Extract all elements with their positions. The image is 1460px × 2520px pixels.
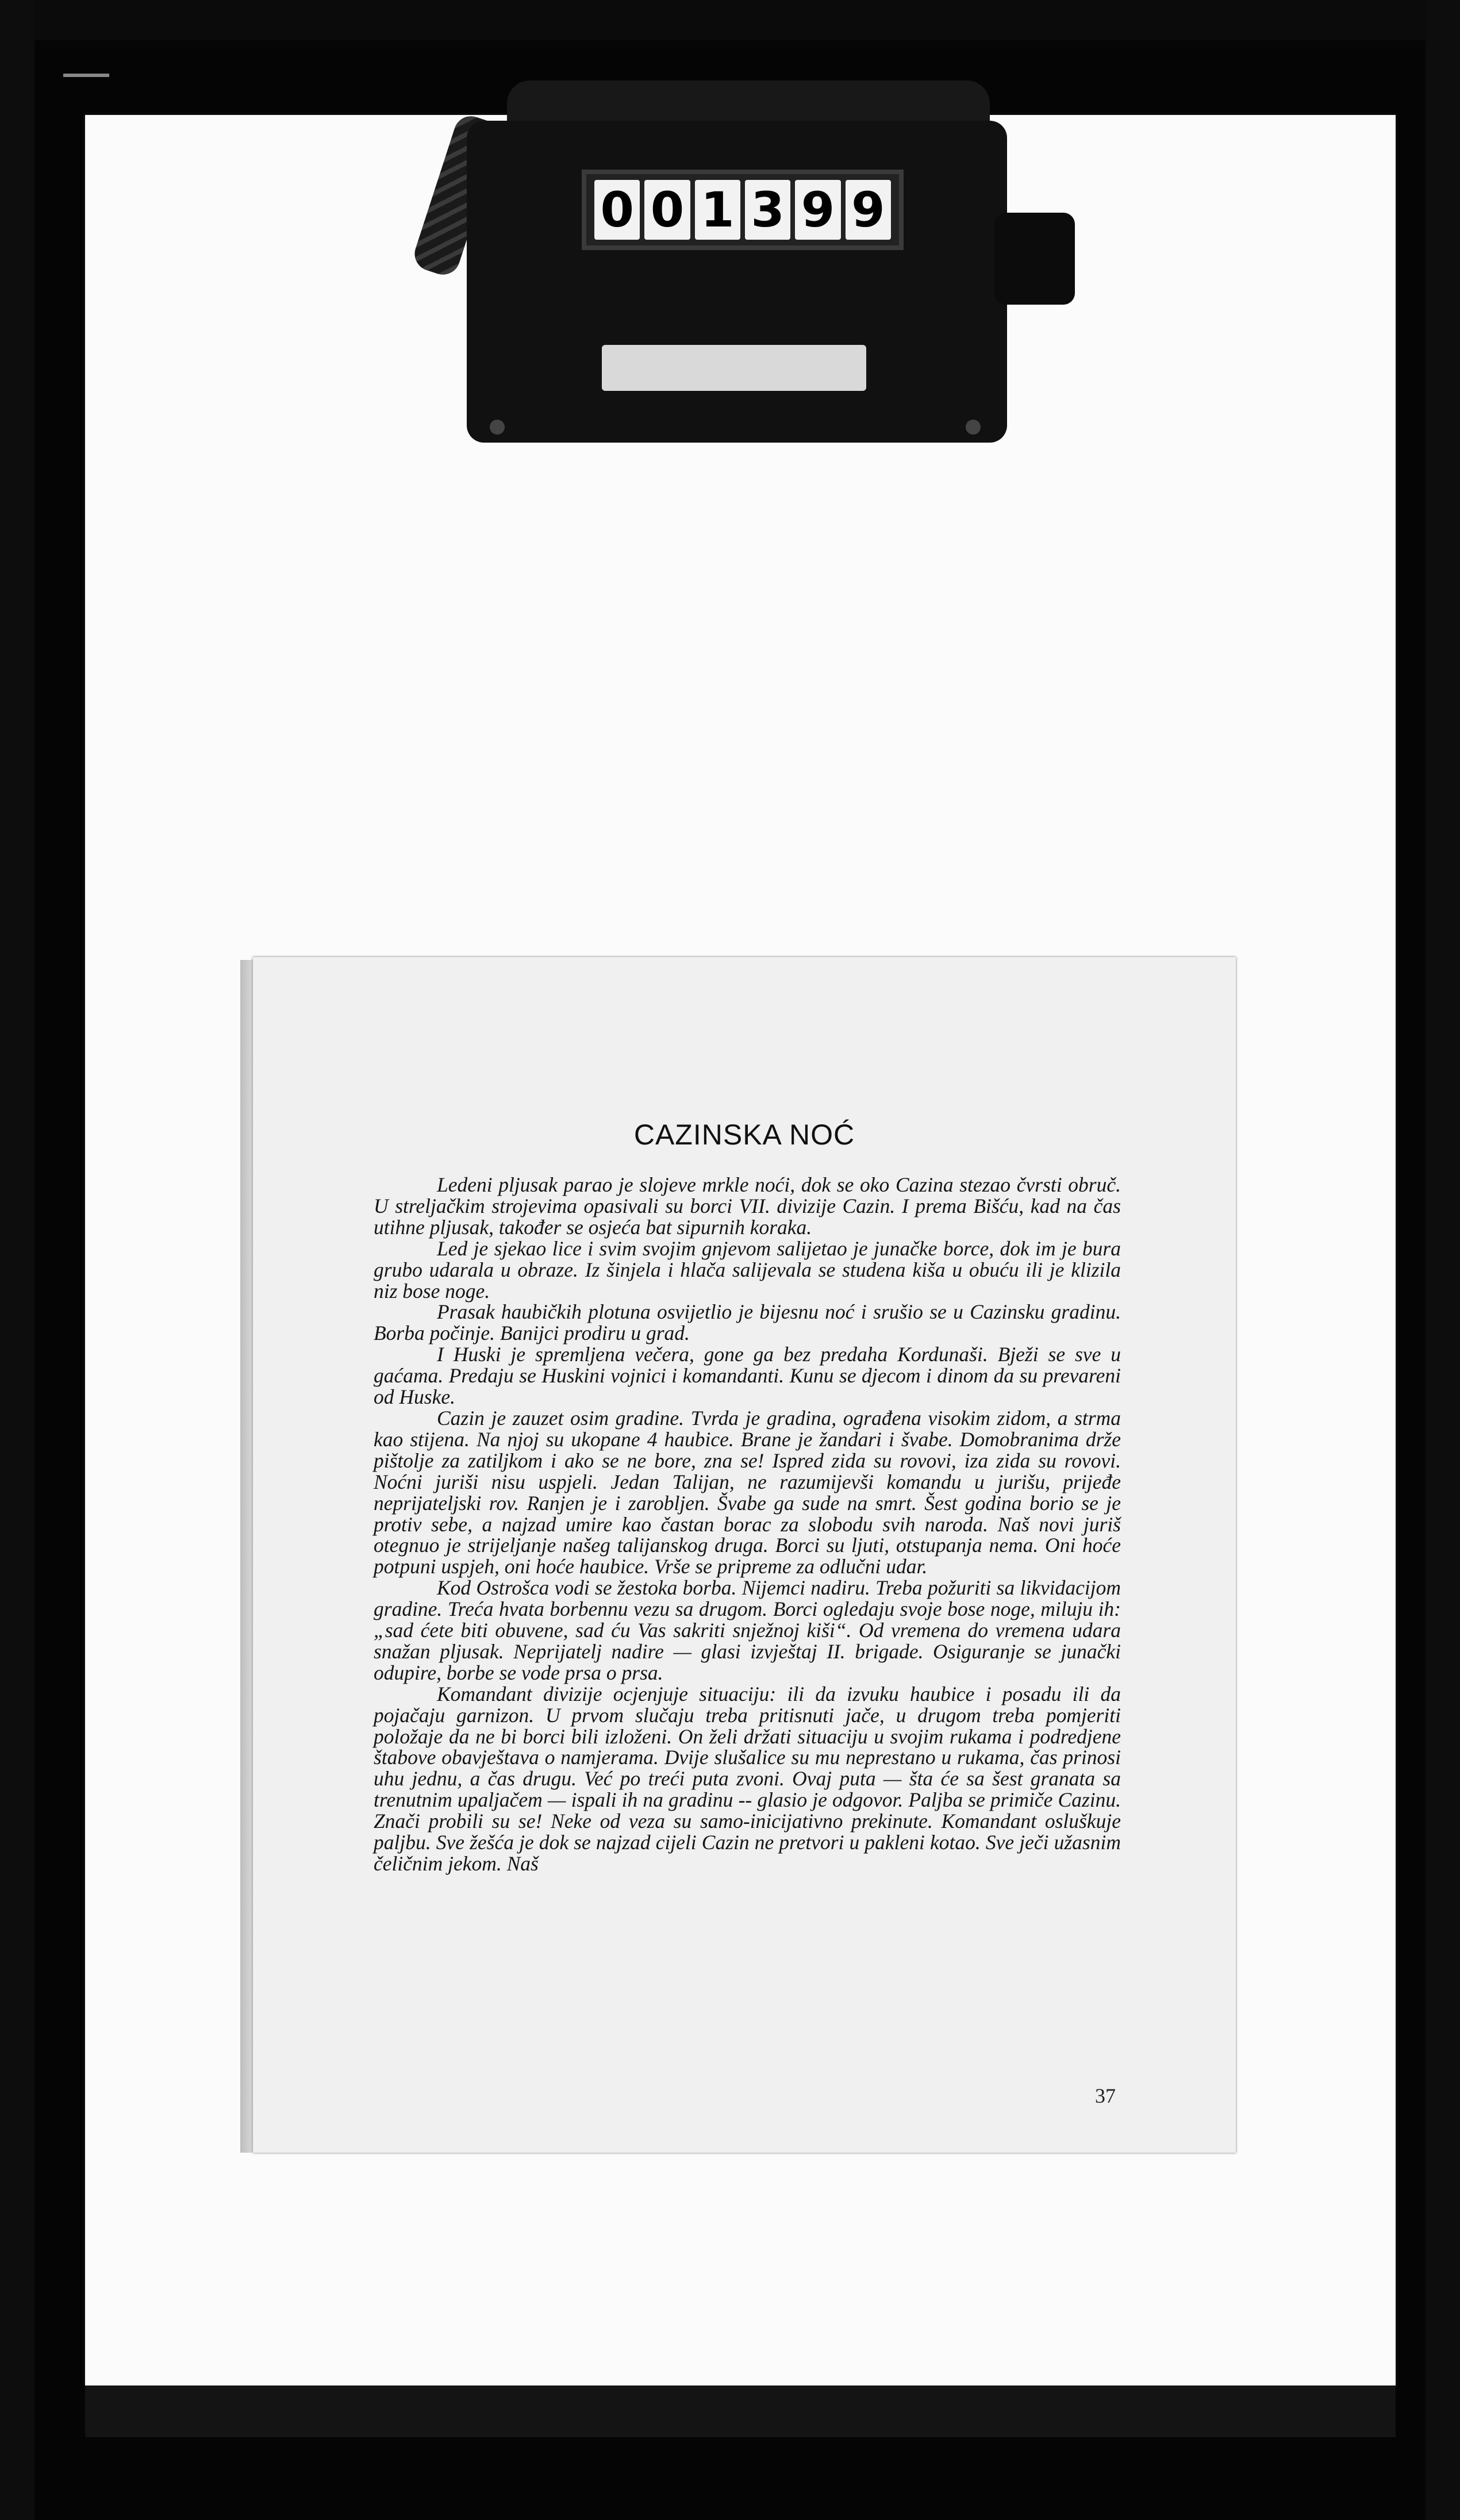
counter-digit: 0: [644, 180, 690, 240]
film-edge-left: [0, 0, 34, 2520]
counter-body: [467, 121, 1007, 443]
paragraph: Ledeni pljusak parao je slojeve mrkle noći, dok se oko Cazina stezao čvrsti obruč. U streljačkim strojevima opasivali su borci VII. divizije Cazin. I prema Bišću, kad na čas utihne pljusak, također se osjeća bat sipurnih koraka.: [374, 1173, 1121, 1239]
mount-bottom-strip: [85, 2385, 1396, 2437]
document-page: [253, 957, 1236, 2153]
paragraph: Prasak haubičkih plotuna osvijetlio je bijesnu noć i srušio se u Cazinsku gradinu. Borba počinje. Banijci prodiru u grad.: [374, 1300, 1121, 1345]
paragraph: Komandant divizije ocjenjuje situaciju: ili da izvuku haubice i posadu ili da pojačaju garnizon. U prvom slučaju treba pritisnuti jače, u drugom treba pomjeriti položaje da ne bi borci bili izloženi. On želi držati situaciju u svojim rukama i podredjene štabove obavještava o namjerama. Dvije slušalice su mu neprestano u rukama, čas prinosi uhu jednu, a čas drugu. Već po treći puta zvoni. Ovaj puta — šta će sa šest granata sa trenutnim upaljačem — ispali ih na gradinu -- glasio je odgovor. Paljba se primiče Cazinu. Znači probili su se! Neke od veza su samo-inicijativno prekinute. Komandant osluškuje paljbu. Sve žešća je dok se najzad cijeli Cazin ne pretvori u pakleni kotao. Sve ječi užasnim čeličnim jekom. Naš: [374, 1682, 1121, 1875]
counter-digit: 0: [594, 180, 640, 240]
film-edge-right: [1426, 0, 1460, 2520]
paragraph: Kod Ostrošca vodi se žestoka borba. Nijemci nadiru. Treba požuriti sa likvidacijom gradine. Treća hvata borbennu vezu sa drugom. Borci ogledaju svoje bose noge, miluju ih: „sad ćete biti obuvene, sad ću Vas sakriti snježnoj kiši“. Od vremena do vremena udara snažan pljusak. Neprijatelj nadire — glasi izvještaj II. brigade. Osiguranje se junački odupire, borbe se vode prsa o prsa.: [374, 1576, 1121, 1684]
page-body-text: [374, 1174, 1121, 1874]
counter-digit: 1: [695, 180, 740, 240]
counter-screw: [490, 420, 505, 435]
counter-digit: 9: [795, 180, 840, 240]
film-edge-mark: [63, 74, 109, 77]
film-edge-top: [0, 0, 1460, 40]
counter-digit-window: [582, 170, 904, 250]
page-title: CAZINSKA NOĆ: [633, 1119, 855, 1151]
paragraph: Cazin je zauzet osim gradine. Tvrda je gradina, ograđena visokim zidom, a strma kao stijena. Na njoj su ukopane 4 haubice. Brane je žandari i švabe. Domobranima drže pištolje za zatiljkom i ako se ne bore, zna se! Ispred zida su rovovi, iza zida su rovovi. Noćni juriši nisu uspjeli. Jedan Talijan, ne razumijevši komandu u jurišu, prijeđe neprijateljski rov. Ranjen je i zarobljen. Švabe ga sude na smrt. Šest godina borio se je protiv sebe, a najzad umire kao častan borac za slobodu svih naroda. Naš novi juriš otegnuo je strijeljanje našeg talijanskog druga. Borci su ljuti, otstupanja nema. Oni hoće potpuni uspjeh, oni hoće haubice. Vrše se pripreme za odlučni udar.: [374, 1406, 1121, 1578]
counter-digit: 9: [846, 180, 891, 240]
frame-counter: [467, 80, 1001, 448]
counter-screw: [966, 420, 981, 435]
counter-digit: 3: [745, 180, 790, 240]
paragraph: I Huski je spremljena večera, gone ga bez predaha Kordunaši. Bježi se sve u gaćama. Predaju se Huskini vojnici i komandanti. Kunu se djecom i dinom da su prevareni od Huske.: [374, 1343, 1121, 1409]
paragraph: Led je sjekao lice i svim svojim gnjevom salijetao je junačke borce, dok im je bura grubo udarala u obraze. Iz šinjela i hlača salijevala se studena kiša u obuću ili je klizila niz bose noge.: [374, 1236, 1121, 1303]
page-number: 37: [1095, 2084, 1116, 2107]
counter-reset-knob: [994, 213, 1075, 305]
counter-nameplate: [602, 345, 866, 391]
